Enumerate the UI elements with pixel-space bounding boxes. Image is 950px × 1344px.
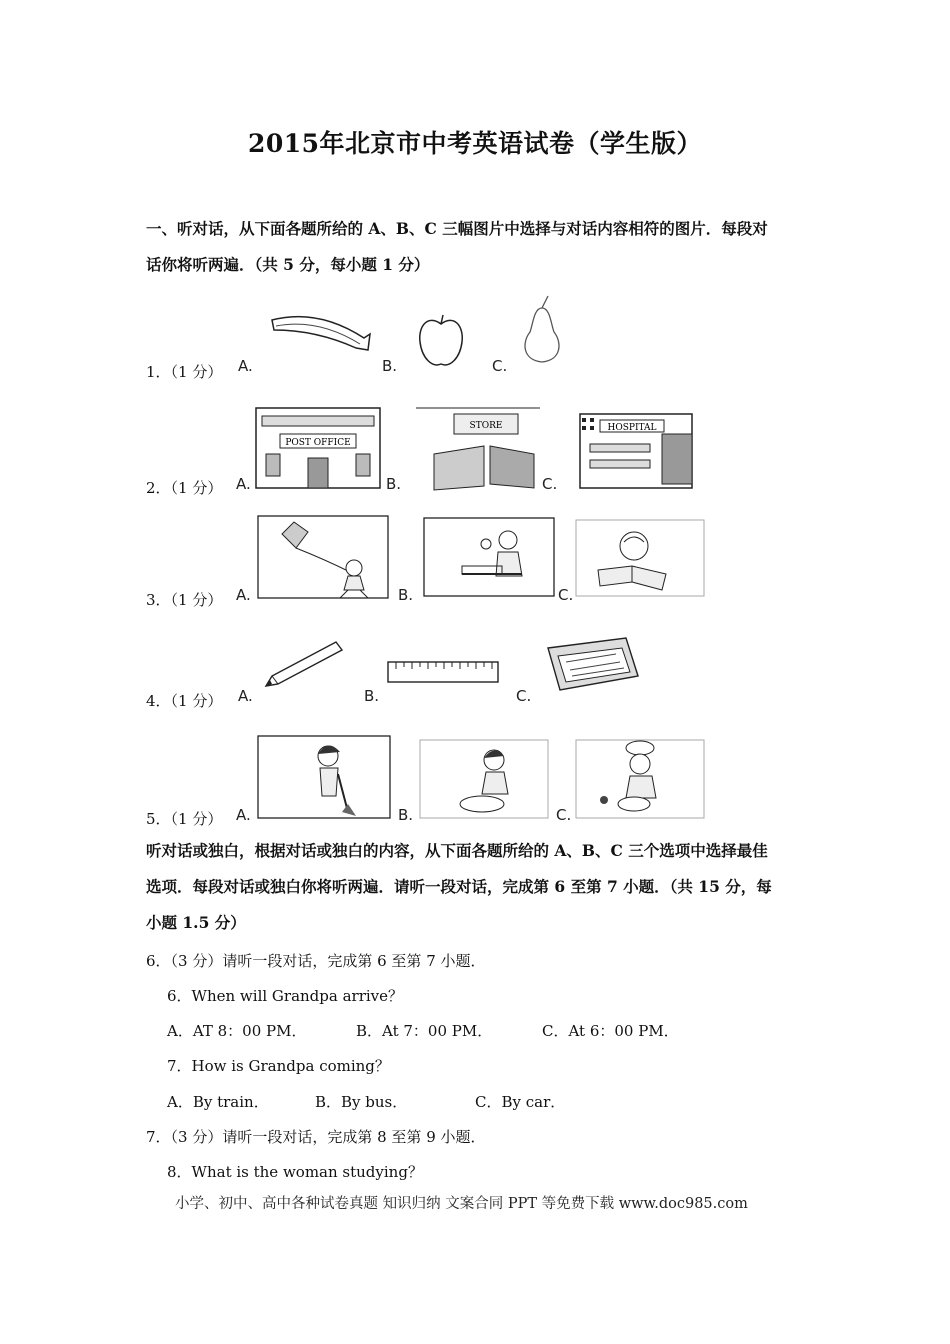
banana-icon (268, 306, 374, 356)
question-3-label: 3．（1 分） (146, 591, 223, 609)
sweeping-icon (256, 734, 392, 820)
store-sign: STORE (469, 421, 503, 431)
ruler-icon (386, 660, 500, 684)
section1-line2: 话你将听两遍．（共 5 分，每小题 1 分） (146, 255, 430, 274)
q1-option-a: A. (238, 357, 253, 375)
cooking-icon (574, 738, 706, 820)
q2-option-b: B. (386, 475, 402, 493)
post-office-icon (254, 404, 382, 490)
q4-option-a: A. (238, 687, 253, 705)
q2-option-a: A. (236, 475, 251, 493)
q5-option-b: B. (398, 806, 414, 824)
section2-line3: 小题 1.5 分） (146, 913, 246, 932)
subquestion-6-option-b: B．At 7：00 PM． (356, 1022, 493, 1040)
page-footer: 小学、初中、高中各种试卷真题 知识归纳 文案合同 PPT 等免费下载 www.doc985.com (175, 1196, 748, 1212)
table-tennis-icon (422, 516, 556, 598)
reading-icon (574, 518, 706, 598)
pencil-icon (262, 638, 346, 690)
question-4-label: 4．（1 分） (146, 692, 223, 710)
subquestion-7-option-b: B．By bus． (315, 1093, 408, 1111)
post-office-sign: POST OFFICE (285, 438, 351, 448)
subquestion-7-option-c: C．By car． (475, 1093, 566, 1111)
question-6-header: 6．（3 分）请听一段对话，完成第 6 至第 7 小题． (146, 952, 486, 970)
hospital-sign: HOSPITAL (607, 423, 657, 433)
q3-option-c: C. (558, 586, 574, 604)
pear-icon (518, 294, 566, 366)
subquestion-8: 8．What is the woman studying？ (167, 1163, 423, 1181)
store-icon (414, 406, 542, 490)
page-title: 2015年北京市中考英语试卷（学生版） (247, 129, 703, 158)
washing-icon (418, 738, 550, 820)
q2-option-c: C. (542, 475, 558, 493)
section2-line2: 选项．每段对话或独白你将听两遍．请听一段对话，完成第 6 至第 7 小题．（共 15 分，每 (146, 877, 772, 896)
q1-option-b: B. (382, 357, 398, 375)
question-7-header: 7．（3 分）请听一段对话，完成第 8 至第 9 小题． (146, 1128, 486, 1146)
section1-instruction (146, 211, 816, 283)
question-2-label: 2．（1 分） (146, 479, 223, 497)
section2-instruction (146, 833, 816, 941)
q1-option-c: C. (492, 357, 508, 375)
subquestion-6-option-c: C．At 6：00 PM． (542, 1022, 679, 1040)
apple-icon (416, 312, 466, 370)
q4-option-b: B. (364, 687, 380, 705)
q4-option-c: C. (516, 687, 532, 705)
q5-option-a: A. (236, 806, 251, 824)
question-5-label: 5．（1 分） (146, 810, 223, 828)
subquestion-7-option-a: A．By train． (167, 1093, 269, 1111)
section2-line1: 听对话或独白，根据对话或独白的内容，从下面各题所给的 A、B、C 三个选项中选择最佳 (146, 841, 768, 860)
question-1-label: 1．（1 分） (146, 363, 223, 381)
kite-flying-icon (256, 514, 390, 600)
subquestion-7: 7．How is Grandpa coming？ (167, 1057, 390, 1075)
q3-option-b: B. (398, 586, 414, 604)
pencil-case-icon (542, 636, 642, 692)
subquestion-6-option-a: A．AT 8：00 PM． (167, 1022, 307, 1040)
subquestion-6: 6．When will Grandpa arrive？ (167, 987, 404, 1005)
q3-option-a: A. (236, 586, 251, 604)
hospital-icon (566, 404, 700, 490)
q5-option-c: C. (556, 806, 572, 824)
section1-line1: 一、听对话，从下面各题所给的 A、B、C 三幅图片中选择与对话内容相符的图片．每段对 (146, 219, 768, 238)
